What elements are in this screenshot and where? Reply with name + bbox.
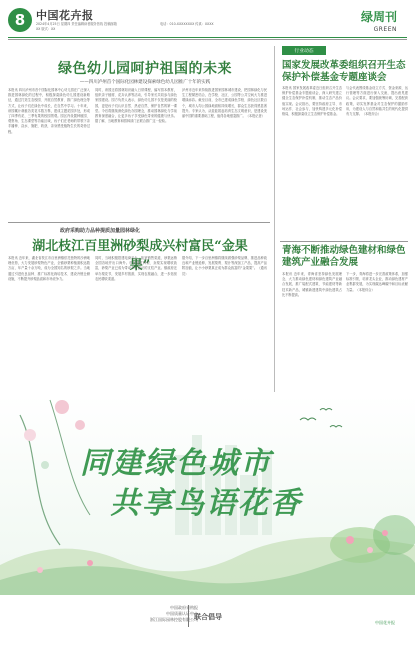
industry-news-tag: 行业动态	[282, 46, 326, 55]
right-article2-column-1: 本报讯 近年来，青海省坚持绿色发展理念，大力推动绿色建材和绿色建筑产业融合发展，推广装配式建筑、节能建材等新技术新产品，城镇新建建筑中绿色建筑占比不断提高。	[282, 272, 342, 297]
section-title: 绿周刊	[360, 10, 397, 24]
article1-subtitle: ——四川泸州首个国际化园林建设探索绿色幼儿园推广十年的实践	[79, 80, 211, 85]
sponsor-list	[150, 605, 198, 623]
corner-credit: 中国花卉报	[375, 620, 395, 625]
header-rule-thin	[8, 39, 407, 40]
article2-kicker: 政府采购助力品种提质加量园林绿化	[60, 228, 141, 234]
right-article1-title: 国家发展改革委组织召开生态保护补偿基金专题座谈会	[282, 60, 406, 83]
article1-title: 绿色幼儿园呵护祖国的未来	[58, 61, 232, 77]
right-article2-title: 青海不断推动绿色建材和绿色建筑产业融合发展	[282, 245, 406, 268]
slogan-line-2: 共享鸟语花香	[110, 486, 302, 521]
article-separator	[8, 222, 270, 223]
article1-column-3: 泸州市近年来持续推进国家园林城市建设，把园林绿化与民生工程紧密结合，在学校、社区、公园等公共空间大力推进增绿添彩。截至目前，全市已建成绿色学校、绿色社区数百个，城市人均公园绿地面积持续增长，群众生态获得感显著提升。专家认为，从娃娃抓起培育生态文明意识，是建设美丽中国的重要基础工程，值得各地借鉴推广。（本报记者）	[182, 88, 267, 119]
article2-column-1: 本报讯 近年来，湖北省枝江市百里洲镇依托独特的沙洲地理优势，大力发展砂梨特色产业，全镇砂梨种植面积达数万亩，年产量十余万吨，成为全国知名的砂梨之乡。当地通过引进优良品种、推广标准化栽培技术、建设冷链仓储设施，不断提升砂梨品质和市场竞争力。	[8, 256, 90, 281]
masthead-meta-right: 电话：010-XXXXXXXX 传真：XXXX	[160, 22, 214, 26]
right-article2-column-2: 下一步，青海将进一步完善政策体系，加强标准引领，培育龙头企业，推动绿色建材产业集群发展，为实现碳达峰碳中和目标贡献力量。（本报综合）	[346, 272, 408, 292]
masthead-meta-left: 2024年4月25日 星期四 责任编辑：XX 版式：XX	[36, 22, 88, 31]
masthead-meta-mid: 读者服务热线 投稿邮箱	[84, 22, 117, 26]
right-separator	[280, 241, 408, 242]
right-article1-column-1: 本报讯 国家发展改革委近日组织召开生态保护补偿基金专题座谈会，深入研究建立健全生态保护补偿机制，推动生态产品价值实现。会议指出，要坚持政府主导、市场运作、社会参与，加快构建多元化补偿格局，积极探索设立生态保护补偿基金。	[282, 86, 342, 117]
right-article1-column-2: 与会代表围绕基金设立方式、资金来源、运行管理等方面进行深入交流，提出意见建议。会议要求，要加强统筹协调，完善配套政策，切实发挥基金对生态保护的激励作用，为建设人与自然和谐共生的现代化提供有力支撑。（本报综合）	[346, 86, 408, 117]
article1-column-2: 同时，该园还将园林知识融入日常课程，编写园本教材，组织亲子植树、花卉认养等活动，引导家长共同参与绿色家园建设。园方负责人表示，绿色幼儿园不仅是美丽的校园，更是孩子们认识自然、热爱自然、保护自然的第一课堂。今后将继续深化绿色办园理念，推动园林绿化与学前教育深度融合，让更多孩子享受绿色带来的健康与快乐。据了解，当地教育和园林部门正联合推广这一经验。	[95, 88, 177, 124]
sponsor-org-2: 中国质量认证中心	[166, 611, 198, 616]
joint-initiative-label: 联合倡导	[194, 613, 222, 621]
footer-divider	[188, 605, 189, 627]
sponsor-org-3: 浙江国际园林控股有限公司	[150, 617, 198, 622]
article1-column-1: 本报讯 四川泸州市首个国际化园林中心幼儿园在广泛深入推进园林绿化的过程中，积极探索绿色幼儿园建设新路径，通过打造生态校园、开展自然教育、推广绿色理念等方式，让孩子们在绿色中成长，在自然中学习。十年来，该园累计栽植各类花木数万株，建成主题花园多处，形成了四季有花、三季有果的校园景观。园区内设置种植园、观察角、生态课堂等功能区域，孩子们在老师的带领下亲手播种、浇水、施肥、收获，亲身感受植物生长的奇妙过程。	[8, 88, 90, 134]
article2-column-3: 据介绍，下一步百里洲镇将继续做强砂梨品牌，推进品种改良和产业链延伸，发展梨膏、梨汁等深加工产品，提高产品附加值，让小小砂梨真正成为群众致富的“金果果”。（通讯员）	[182, 256, 267, 276]
slogan-line-1: 同建绿色城市	[80, 446, 272, 481]
sponsor-org-1: 中国政府采购报	[170, 605, 198, 610]
masthead: 中国花卉报	[36, 9, 94, 22]
article2-column-2: 同时，当地积极搭建电商平台，拓宽销售渠道，砂梨远销全国各地并出口海外。村民通过种梨、卖梨实现增收致富，砂梨产业已成为带动乡村振兴的支柱产业。镇政府还举办梨花节，发展乡村旅游，实现农旅融合，进一步拓宽农民增收渠道。	[95, 256, 177, 281]
header-rule	[8, 37, 407, 38]
section-subtitle: GREEN	[373, 26, 397, 33]
page-number: 8	[8, 8, 32, 32]
article2-title: 湖北枝江百里洲砂梨成兴村富民“金果果”	[32, 239, 248, 273]
column-divider	[274, 46, 275, 392]
